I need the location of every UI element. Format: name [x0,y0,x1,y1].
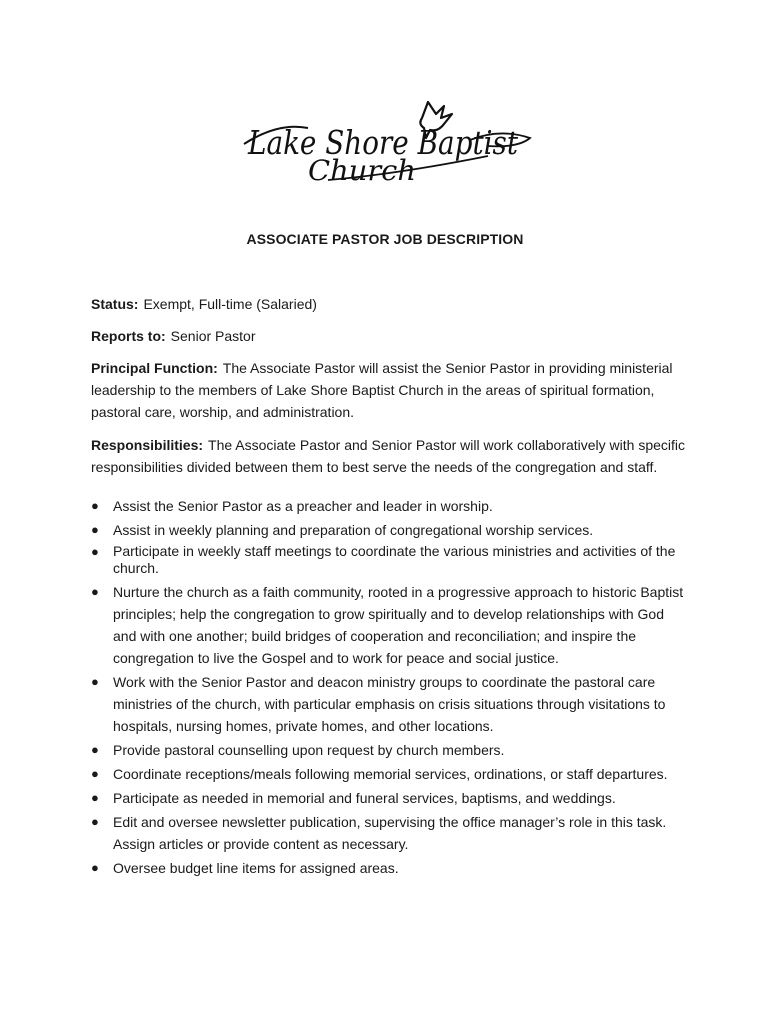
list-item-text: Nurture the church as a faith community, rooted in a progressive approach to historic Baptist principles; help the congregation to grow spiritually and to develop relationships with God and with one another; build bridges of cooperation and reconciliation; and inspire the congregation to live the Gospel and to work for peace and social justice. [113,584,684,666]
list-item [91,519,691,541]
church-logo-svg [238,94,538,190]
page-title: ASSOCIATE PASTOR JOB DESCRIPTION [246,231,524,247]
bullet-icon: ● [91,498,99,513]
status-value: Exempt, Full-time (Salaried) [143,296,317,312]
list-item-text: Edit and oversee newsletter publication, supervising the office manager’s role in this task. Assign articles or provide content as necessary. [113,814,667,852]
logo-line1: Lake Shore Baptist [247,123,519,162]
bullet-icon: ● [91,544,99,559]
list-item-text: Work with the Senior Pastor and deacon ministry groups to coordinate the pastoral care ministries of the church, with particular emphasis on crisis situations through visitations to hospitals, nursing homes, private homes, and other locations. [113,674,666,734]
reports-to-value: Senior Pastor [170,328,256,344]
status-label: Status: [91,296,139,312]
document-body [91,293,691,881]
list-item [91,811,691,855]
status-field [91,293,691,315]
list-item-text: Assist in weekly planning and preparation of congregational worship services. [113,522,594,538]
list-item [91,543,691,577]
list-item [91,581,691,669]
list-item-text: Oversee budget line items for assigned areas. [113,860,399,876]
list-item [91,671,691,737]
bullet-icon: ● [91,766,99,781]
bullet-icon: ● [91,522,99,537]
reports-to-field [91,325,691,347]
list-item [91,787,691,809]
bullet-icon: ● [91,790,99,805]
list-item-text: Coordinate receptions/meals following memorial services, ordinations, or staff departures. [113,766,668,782]
list-item-text: Provide pastoral counselling upon request by church members. [113,742,505,758]
list-item [91,763,691,785]
bullet-icon: ● [91,814,99,829]
bullet-icon: ● [91,584,99,599]
list-item [91,739,691,761]
reports-to-label: Reports to: [91,328,166,344]
bullet-icon: ● [91,742,99,757]
bullet-icon: ● [91,860,99,875]
responsibilities-field [91,434,691,478]
responsibilities-label: Responsibilities: [91,437,204,453]
principal-function-label: Principal Function: [91,360,218,376]
list-item [91,495,691,517]
principal-function-value: The Associate Pastor will assist the Senior Pastor in providing ministerial leadership to the members of Lake Shore Baptist Church in the areas of spiritual formation, pastoral care, worship, and administration. [91,360,673,420]
responsibilities-list [91,495,691,879]
responsibilities-value: The Associate Pastor and Senior Pastor will work collaboratively with specific responsibilities divided between them to best serve the needs of the congregation and staff. [91,437,686,475]
list-item [91,857,691,879]
logo-line2: Church [308,154,416,187]
church-logo [238,94,538,190]
list-item-text: Participate in weekly staff meetings to coordinate the various ministries and activities of the church. [113,543,676,576]
list-item-text: Participate as needed in memorial and funeral services, baptisms, and weddings. [113,790,616,806]
list-item-text: Assist the Senior Pastor as a preacher and leader in worship. [113,498,493,514]
bullet-icon: ● [91,674,99,689]
principal-function-field [91,357,691,423]
